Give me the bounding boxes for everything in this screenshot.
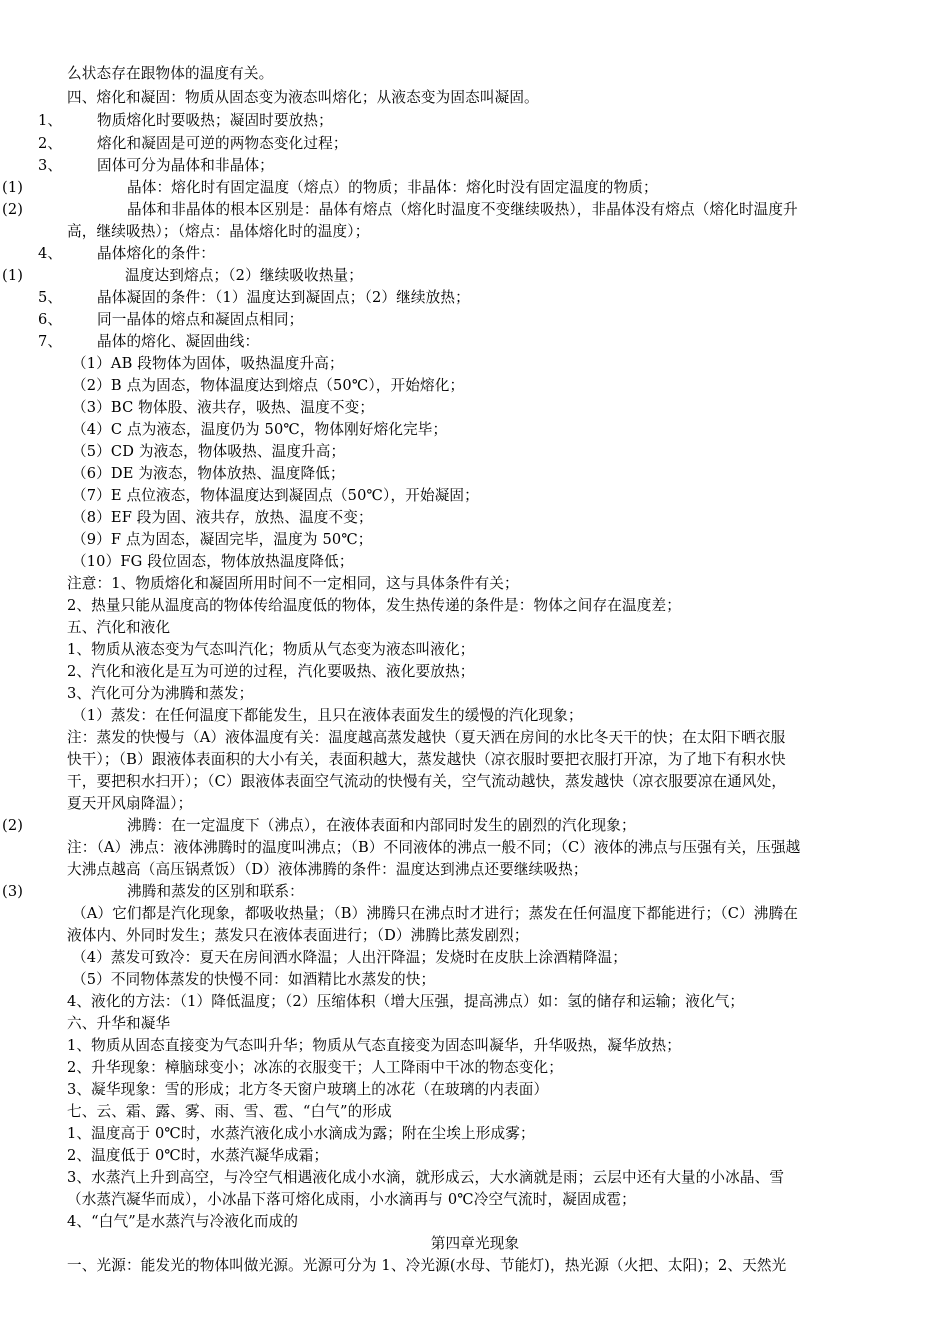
list-item-text: 晶体：熔化时有固定温度（熔点）的物质；非晶体：熔化时没有固定温度的物质； xyxy=(127,179,658,196)
list-item: （6）DE 为液态，物体放热、温度降低； xyxy=(72,465,345,482)
text-line: （水蒸汽凝华而成），小冰晶下落可熔化成雨，小水滴再与 0℃冷空气流时，凝固成雹； xyxy=(67,1191,636,1208)
text-line: 2、升华现象：樟脑球变小；冰冻的衣服变干；人工降雨中干冰的物态变化； xyxy=(67,1059,563,1076)
list-item: （10）FG 段位固态，物体放热温度降低； xyxy=(72,553,354,570)
list-item: （9）F 点为固态，凝固完毕，温度为 50℃； xyxy=(72,531,373,548)
list-marker: 6、 xyxy=(38,311,63,328)
text-line: 干，要把积水扫开）；（C）跟液体表面空气流动的快慢有关，空气流动越快，蒸发越快（凉衣服要凉在通风处， xyxy=(67,773,787,790)
list-item-text: 沸腾和蒸发的区别和联系： xyxy=(127,883,304,900)
text-line: 1、温度高于 0℃时，水蒸汽液化成小水滴成为露；附在尘埃上形成雾； xyxy=(67,1125,535,1142)
list-marker: (1) xyxy=(2,267,24,284)
text-line: 2、热量只能从温度高的物体传给温度低的物体，发生热传递的条件是：物体之间存在温度差； xyxy=(67,597,681,614)
text-line: 3、水蒸汽上升到高空，与冷空气相遇液化成小水滴，就形成云，大水滴就是雨；云层中还有大量的小冰晶、雪 xyxy=(67,1169,785,1186)
list-item-text: 沸腾：在一定温度下（沸点），在液体表面和内部同时发生的剧烈的汽化现象； xyxy=(127,817,636,834)
list-item: （5）CD 为液态，物体吸热、温度升高； xyxy=(72,443,346,460)
list-marker: (2) xyxy=(2,201,24,218)
section-heading: 五、汽化和液化 xyxy=(67,619,171,636)
text-line: 快干）；（B）跟液体表面积的大小有关，表面积越大，蒸发越快（凉衣服时要把衣服打开凉，为了地下有积水快 xyxy=(67,751,786,768)
list-marker: 1、 xyxy=(38,112,63,129)
text-line: 注意：1、物质熔化和凝固所用时间不一定相同，这与具体条件有关； xyxy=(67,575,519,592)
list-marker: 3、 xyxy=(38,157,63,174)
list-marker: 2、 xyxy=(38,135,63,152)
text-line: 3、凝华现象：雪的形成；北方冬天窗户玻璃上的冰花（在玻璃的内表面） xyxy=(67,1081,549,1098)
list-item: （7）E 点位液态，物体温度达到凝固点（50℃），开始凝固； xyxy=(72,487,479,504)
list-marker: 5、 xyxy=(38,289,63,306)
list-item-text: 物质熔化时要吸热；凝固时要放热； xyxy=(97,112,333,129)
list-marker: 4、 xyxy=(38,245,63,262)
chapter-title: 第四章光现象 xyxy=(430,1235,520,1252)
list-marker: (3) xyxy=(2,883,24,900)
list-item-text: 晶体的熔化、凝固曲线： xyxy=(97,333,260,350)
section-heading: 七、云、霜、露、雾、雨、雪、雹、“白气”的形成 xyxy=(67,1103,392,1120)
list-item: （8）EF 段为固、液共存，放热、温度不变； xyxy=(72,509,373,526)
text-line: 夏天开风扇降温）； xyxy=(67,795,193,812)
list-marker: (1) xyxy=(2,179,24,196)
list-item: （2）B 点为固态，物体温度达到熔点（50℃），开始熔化； xyxy=(72,377,465,394)
list-item-text: 固体可分为晶体和非晶体； xyxy=(97,157,274,174)
text-line: 2、温度低于 0℃时，水蒸汽凝华成霜； xyxy=(67,1147,329,1164)
list-marker: (2) xyxy=(2,817,24,834)
text-line: 注：蒸发的快慢与（A）液体温度有关：温度越高蒸发越快（夏天洒在房间的水比冬天干的快；在太阳下晒衣服 xyxy=(67,729,786,746)
text-line: 一、光源：能发光的物体叫做光源。光源可分为 1、冷光源(水母、节能灯)，热光源（火把、太阳)；2、天然光 xyxy=(67,1257,787,1274)
section-heading: 四、熔化和凝固：物质从固态变为液态叫熔化；从液态变为固态叫凝固。 xyxy=(67,89,539,106)
text-line: 1、物质从固态直接变为气态叫升华；物质从气态直接变为固态叫凝华，升华吸热，凝华放热； xyxy=(67,1037,681,1054)
list-item: （4）C 点为液态，温度仍为 50℃，物体刚好熔化完毕； xyxy=(72,421,448,438)
text-line: 4、液化的方法：（1）降低温度；（2）压缩体积（增大压强，提高沸点）如：氢的储存和运输；液化气； xyxy=(67,993,745,1010)
text-line: 高，继续吸热）；（熔点：晶体熔化时的温度）； xyxy=(67,223,370,240)
list-item: （1）蒸发：在任何温度下都能发生，且只在液体表面发生的缓慢的汽化现象； xyxy=(72,707,583,724)
list-item-text: 晶体凝固的条件：（1）温度达到凝固点；（2）继续放热； xyxy=(97,289,470,306)
text-line: 4、“白气”是水蒸汽与冷液化而成的 xyxy=(67,1213,299,1230)
list-item: （4）蒸发可致冷：夏天在房间洒水降温；人出汗降温；发烧时在皮肤上涂酒精降温； xyxy=(72,949,627,966)
list-item-text: 晶体熔化的条件： xyxy=(97,245,215,262)
list-item: （1）AB 段物体为固体，吸热温度升高； xyxy=(72,355,344,372)
list-item-text: 温度达到熔点；（2）继续吸收热量； xyxy=(125,267,364,284)
text-line: （A）它们都是汽化现象，都吸收热量；（B）沸腾只在沸点时才进行；蒸发在任何温度下都能进行；（C）沸腾在 xyxy=(72,905,798,922)
text-line: 3、汽化可分为沸腾和蒸发； xyxy=(67,685,254,702)
section-heading: 六、升华和凝华 xyxy=(67,1015,171,1032)
text-line: 注：（A）沸点：液体沸腾时的温度叫沸点；（B）不同液体的沸点一般不同；（C）液体的沸点与压强有关，压强越 xyxy=(67,839,801,856)
list-item-text: 同一晶体的熔点和凝固点相同； xyxy=(97,311,304,328)
list-item-text: 晶体和非晶体的根本区别是：晶体有熔点（熔化时温度不变继续吸热），非晶体没有熔点（熔化时温度升 xyxy=(127,201,798,218)
text-line: 1、物质从液态变为气态叫汽化；物质从气态变为液态叫液化； xyxy=(67,641,475,658)
text-line: 大沸点越高（高压锅煮饭）（D）液体沸腾的条件：温度达到沸点还要继续吸热； xyxy=(67,861,588,878)
list-marker: 7、 xyxy=(38,333,63,350)
list-item: （5）不同物体蒸发的快慢不同：如酒精比水蒸发的快； xyxy=(72,971,436,988)
text-line: 液体内、外同时发生；蒸发只在液体表面进行；（D）沸腾比蒸发剧烈； xyxy=(67,927,529,944)
text-line: 么状态存在跟物体的温度有关。 xyxy=(67,65,274,82)
list-item: （3）BC 物体股、液共存，吸热、温度不变； xyxy=(72,399,375,416)
text-line: 2、汽化和液化是互为可逆的过程，汽化要吸热、液化要放热； xyxy=(67,663,475,680)
list-item-text: 熔化和凝固是可逆的两物态变化过程； xyxy=(97,135,348,152)
